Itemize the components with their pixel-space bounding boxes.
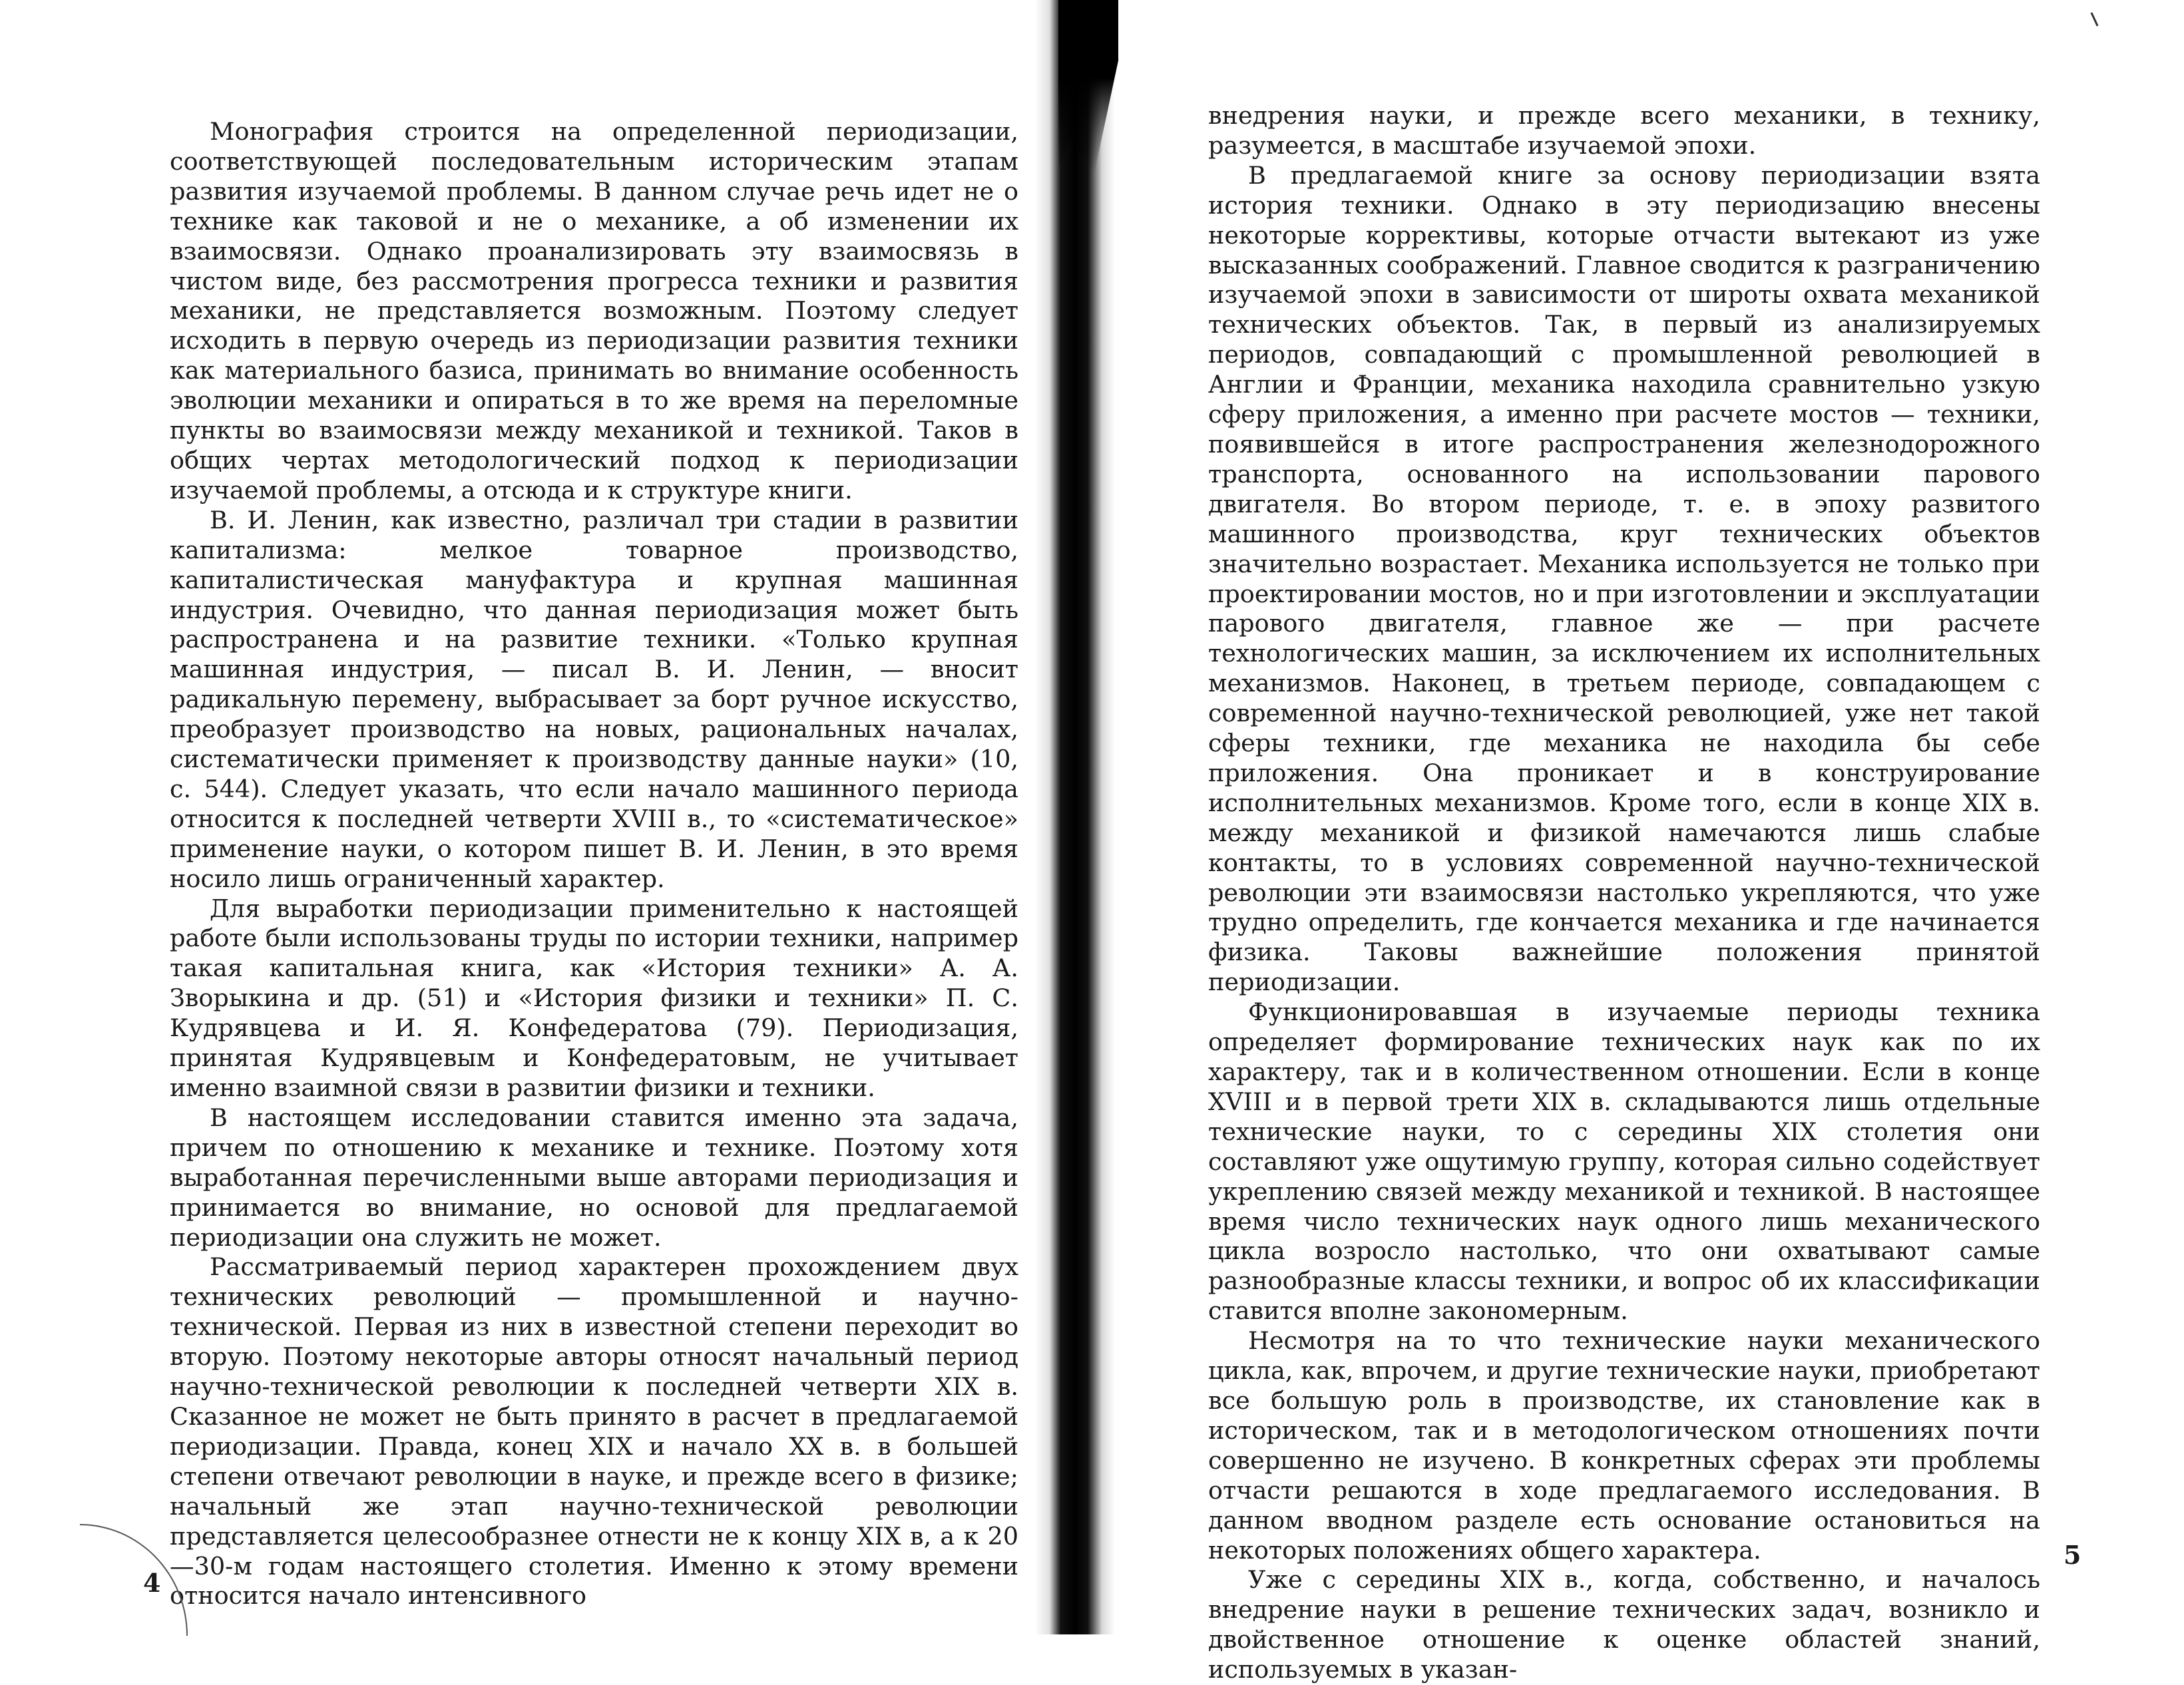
paragraph: В. И. Ленин, как известно, различал три стадии в развитии капитализма: мелкое товарное производство, капиталистическая мануфактура и крупная машинная индустрия. Очевидно, что данная периодизация может быть распространена и на развитие техники. «Только крупная машинная индустрия, — писал В. И. Ленин, — вносит радикальную перемену, выбрасывает за борт ручное искусство, преобразует производство на новых, рациональных началах, систематически применяет к производству данные науки» (10, с. 544). Следует указать, что если начало машинного периода относится к последней четверти XVIII в., то «систематическое» применение науки, о котором пишет В. И. Ленин, в это время носило лишь ограниченный характер. (170, 505, 1018, 893)
paragraph: В настоящем исследовании ставится именно эта задача, причем по отношению к механике и технике. Поэтому хотя выработанная перечисленными выше авторами периодизация и принимается во внимание, но основой для предлагаемой периодизации она служить не может. (170, 1103, 1018, 1252)
paragraph: В предлагаемой книге за основу периодизации взята история техники. Однако в эту периодизацию внесены некоторые коррективы, которые отчасти вытекают из уже высказанных соображений. Главное сводится к разграничению изучаемой эпохи в зависимости от широты охвата механикой технических объектов. Так, в первый из анализируемых периодов, совпадающий с промышленной революцией в Англии и Франции, механика находила сравнительно узкую сферу приложения, а именно при расчете мостов — техники, появившейся в итоге распространения железнодорожного транспорта, основанного на использовании парового двигателя. Во втором периоде, т. е. в эпоху развитого машинного производства, круг технических объектов значительно возрастает. Механика используется не только при проектировании мостов, но и при изготовлении и эксплуатации парового двигателя, главное же — при расчете технологических машин, за исключением их исполнительных механизмов. Наконец, в третьем периоде, совпадающем с современной научно-технической революцией, уже нет такой сферы техники, где механика не находила бы себе приложения. Она проникает и в конструирование исполнительных механизмов. Кроме того, если в конце XIX в. между механикой и физикой намечаются лишь слабые контакты, то в условиях современной научно-технической революции эти взаимосвязи настолько укрепляются, что уже трудно определить, где кончается механика и где начинается физика. Таковы важнейшие положения принятой периодизации. (1208, 160, 2040, 997)
paragraph: Для выработки периодизации применительно к настоящей работе были использованы труды по истории техники, например такая капитальная книга, как «История техники» А. А. Зворыкина и др. (51) и «История физики и техники» П. С. Кудрявцева и И. Я. Конфедератова (79). Периодизация, принятая Кудрявцевым и Конфедератовым, не учитывает именно взаимной связи в развитии физики и техники. (170, 894, 1018, 1102)
right-page (1092, 0, 2184, 1684)
right-page-text (1208, 101, 2040, 1685)
paragraph: Функционировавшая в изучаемые периоды техника определяет формирование технических наук как по их характеру, так и в количественном отношении. Если в конце XVIII и в первой трети XIX в. складываются лишь отдельные технические науки, то с середины XIX столетия они составляют уже ощутимую группу, которая сильно содействует укреплению связей между механикой и техникой. В настоящее время число технических наук одного лишь механического цикла возросло настолько, что они охватывают самые разнообразные классы техники, и вопрос об их классификации ставится вполне закономерным. (1208, 998, 2040, 1326)
left-page (0, 0, 1058, 1634)
paragraph: Монография строится на определенной периодизации, соответствующей последовательным историческим этапам развития изучаемой проблемы. В данном случае речь идет не о технике как таковой и не о механике, а об изменении их взаимосвязи. Однако проанализировать эту взаимосвязь в чистом виде, без рассмотрения прогресса техники и развития механики, не представляется возможным. Поэтому следует исходить в первую очередь из периодизации развития техники как материального базиса, принимать во внимание особенность эволюции механики и опираться в то же время на переломные пункты во взаимосвязи между механикой и техникой. Таков в общих чертах методологический подход к периодизации изучаемой проблемы, а отсюда и к структуре книги. (170, 117, 1018, 504)
left-page-text (170, 117, 1018, 1611)
page-number-left: 4 (143, 1568, 161, 1598)
book-gutter-shadow (1035, 0, 1115, 1634)
page-number-right: 5 (2064, 1540, 2081, 1570)
paragraph: Рассматриваемый период характерен прохождением двух технических революций — промышленной и научно-технической. Первая из них в известной степени переходит во вторую. Поэтому некоторые авторы относят начальный период научно-технической революции к последней четверти XIX в. Сказанное не может не быть принято в расчет в предлагаемой периодизации. Правда, конец XIX и начало XX в. в большей степени отвечают революции в науке, и прежде всего в физике; начальный же этап научно-технической революции представляется целесообразнее отнести не к концу XIX в, а к 20—30-м годам настоящего столетия. Именно к этому времени относится начало интенсивного (170, 1252, 1018, 1610)
paragraph: Уже с середины XIX в., когда, собственно, и началось внедрение науки в решение технических задач, возникло и двойственное отношение к оценке областей знаний, используемых в указан- (1208, 1565, 2040, 1684)
paragraph: внедрения науки, и прежде всего механики, в технику, разумеется, в масштабе изучаемой эпохи. (1208, 101, 2040, 160)
paragraph: Несмотря на то что технические науки механического цикла, как, впрочем, и другие технические науки, приобретают все большую роль в производстве, их становление как в историческом, так и в методологическом отношениях почти совершенно не изучено. В конкретных сферах эти проблемы отчасти решаются в ходе предлагаемого исследования. В данном вводном разделе есть основание остановиться на некоторых положениях общего характера. (1208, 1326, 2040, 1565)
